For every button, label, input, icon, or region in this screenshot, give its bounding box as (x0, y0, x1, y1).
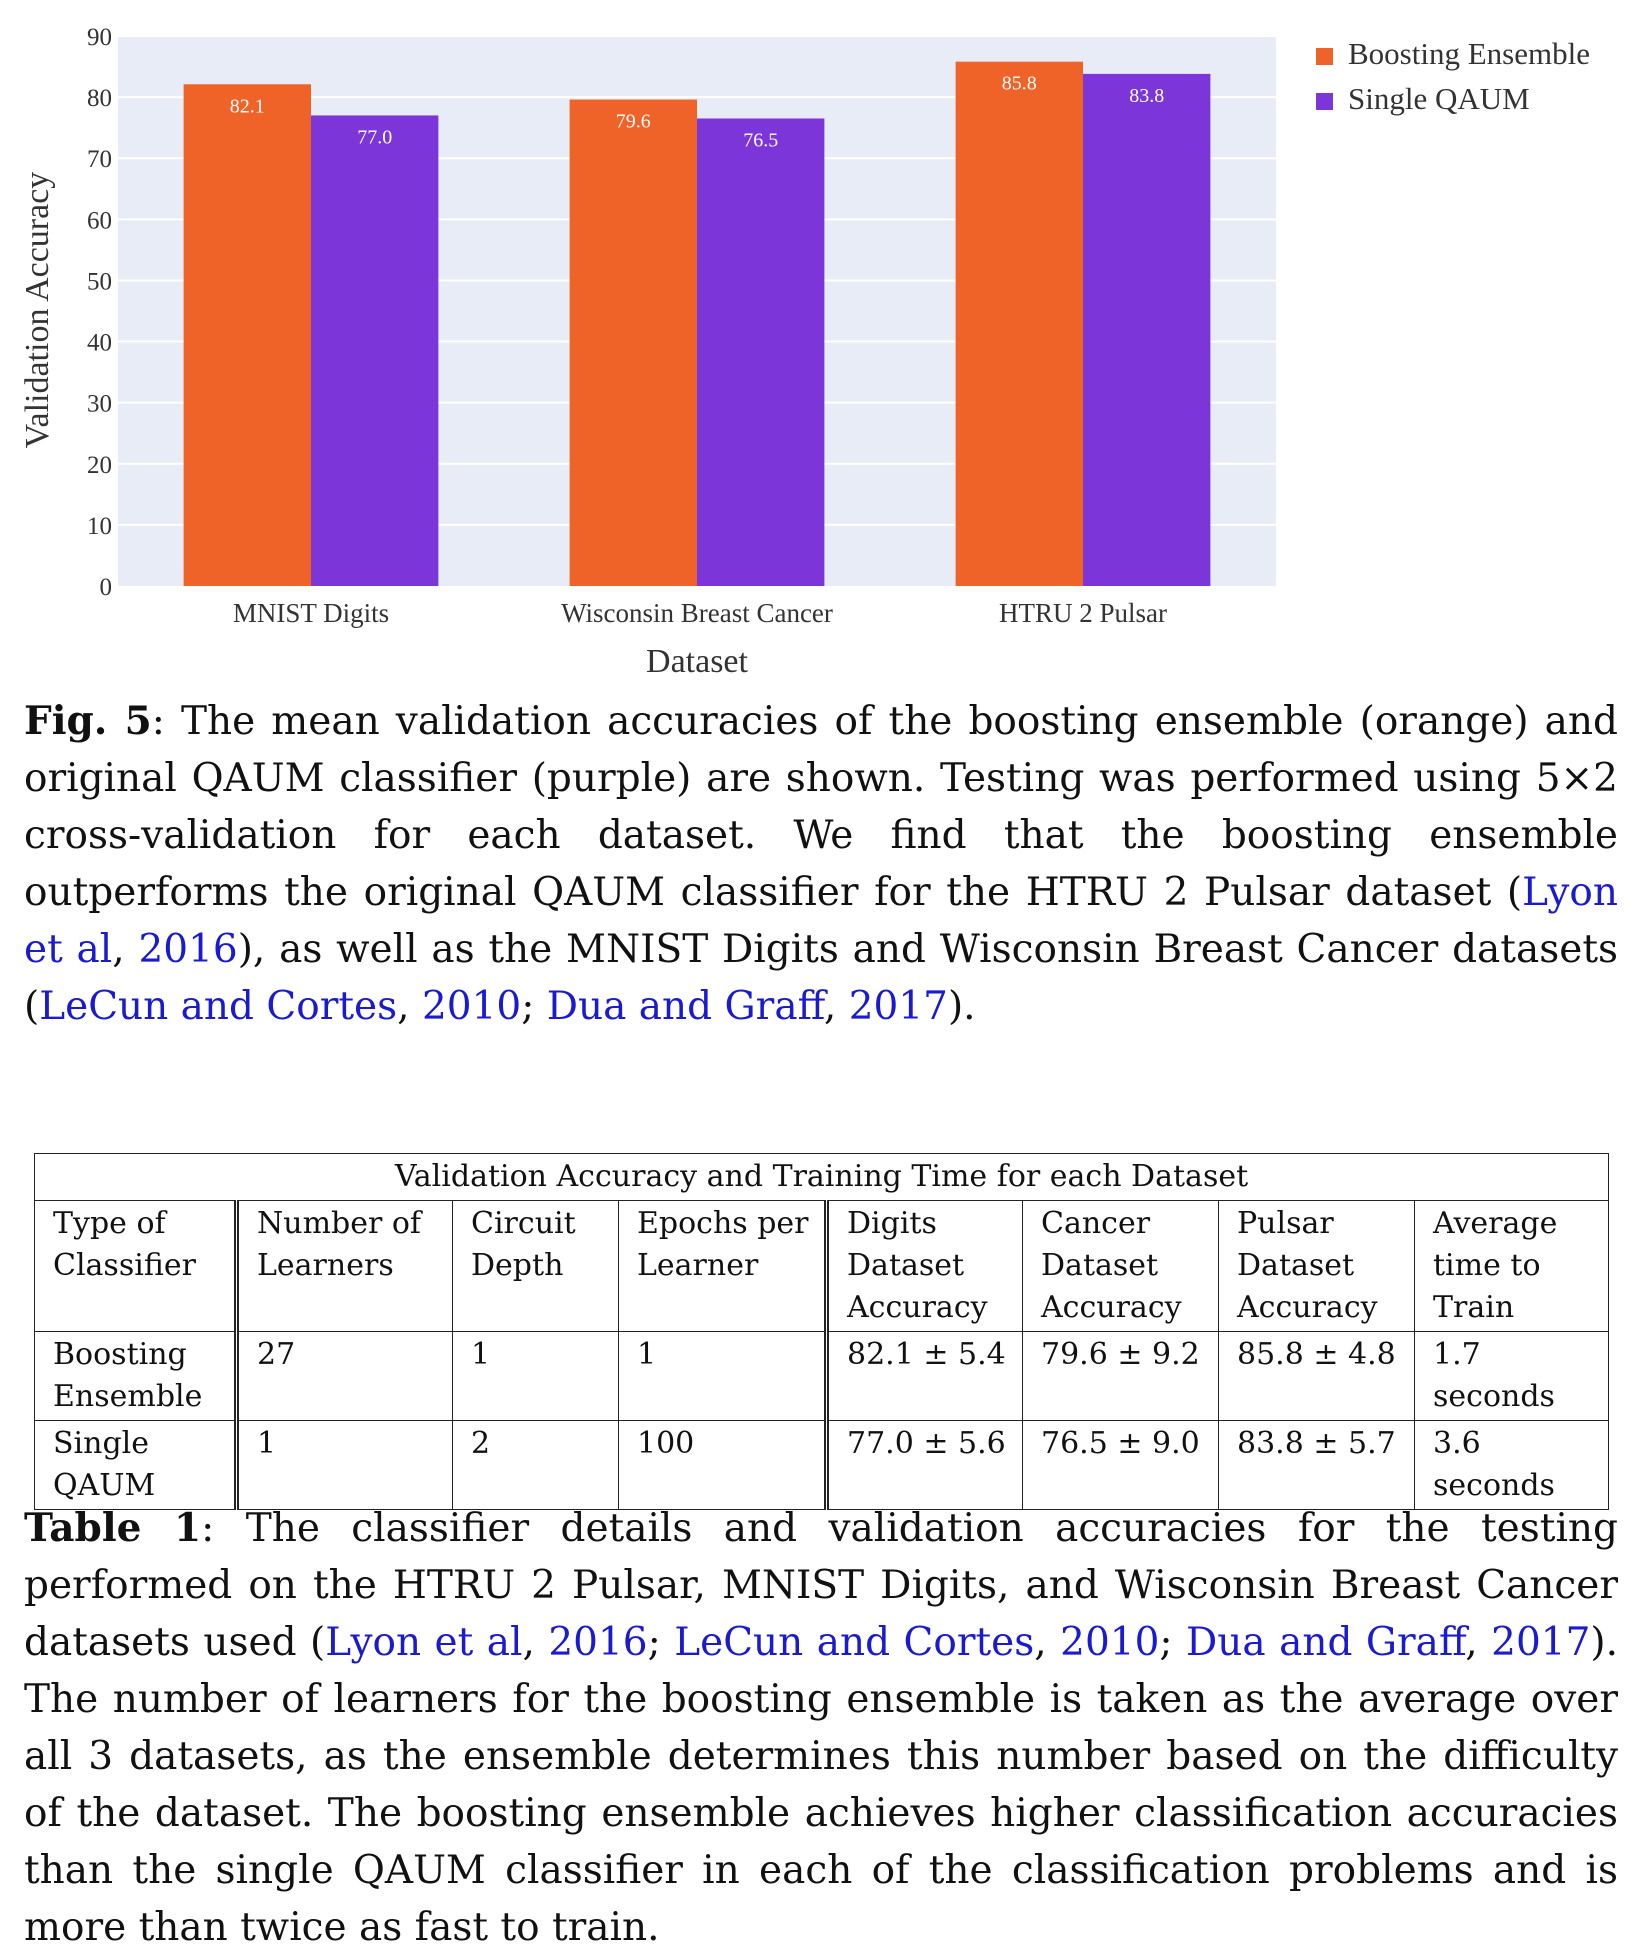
caption-text: , (522, 1620, 549, 1665)
bar (570, 100, 697, 586)
caption-text: ), as well as the MNIST Digits and Wisconsin Breast Cancer datasets ( (24, 927, 1619, 1029)
citation-link[interactable]: LeCun and Cortes (39, 984, 398, 1029)
y-tick-label: 80 (87, 85, 112, 113)
bar (1083, 74, 1210, 586)
citation-year-link[interactable]: 2017 (1491, 1620, 1591, 1665)
caption-text: : The classifier details and validation accuracies for the testing performed on the HTRU 2 Pulsar, MNIST Digits, and Wisconsin Breast Cancer datasets used ( (24, 1506, 1619, 1665)
caption-text: ). The number of learners for the boosting ensemble is taken as the average over all 3 datasets, as the ensemble determines this number based on the difficulty of the dataset. The boosting ensemble achieves higher classification accuracies than the single QAUM classifier in each of the classification problems and is more than twice as fast to train. (24, 1620, 1619, 1950)
bar (697, 119, 824, 587)
y-tick-label: 70 (87, 146, 112, 174)
table-row (35, 1421, 1609, 1510)
legend-swatch (1316, 48, 1333, 65)
table-title-row (35, 1154, 1609, 1201)
table-cell: 27 (237, 1332, 453, 1421)
caption-text: , (112, 927, 139, 972)
x-axis-title: Dataset (646, 643, 748, 680)
bar (956, 62, 1083, 586)
bar (184, 84, 311, 586)
bar-chart (0, 0, 1642, 690)
y-tick-label: 20 (87, 451, 112, 479)
citation-link[interactable]: Lyon et al (24, 870, 1618, 972)
table-cell: Boosting Ensemble (35, 1332, 237, 1421)
legend-label: Boosting Ensemble (1348, 36, 1590, 71)
y-tick-label: 30 (87, 390, 112, 418)
table-row (35, 1332, 1609, 1421)
results-table-container (34, 1153, 1608, 1510)
citation-year-link[interactable]: 2016 (548, 1620, 648, 1665)
table-caption (24, 1500, 1618, 1956)
table-cell: 79.6 ± 9.2 (1023, 1332, 1219, 1421)
legend (1316, 36, 1590, 116)
bar-value-label: 76.5 (743, 129, 779, 152)
table-cell: 3.6 seconds (1415, 1421, 1609, 1510)
table-cell: 1 (453, 1332, 619, 1421)
caption-text: , (1465, 1620, 1492, 1665)
table-cell: 100 (619, 1421, 827, 1510)
column-header: Digits Dataset Accuracy (827, 1201, 1023, 1332)
y-axis-title: Validation Accuracy (19, 171, 56, 449)
x-tick-label: Wisconsin Breast Cancer (561, 598, 833, 628)
table-cell: 85.8 ± 4.8 (1219, 1332, 1415, 1421)
caption-text: : The mean validation accuracies of the boosting ensemble (orange) and original QAUM classifier (purple) are shown. Testing was performed using 5×2 cross-validation for each dataset. We find that the boosting ensemble outperforms the original QAUM classifier for the HTRU 2 Pulsar dataset ( (24, 699, 1618, 915)
bar-value-label: 77.0 (357, 126, 393, 149)
bars (184, 62, 1211, 586)
y-tick-label: 10 (87, 512, 112, 540)
table-cell: Single QAUM (35, 1421, 237, 1510)
x-tick-label: MNIST Digits (232, 598, 390, 628)
y-tick-label: 90 (87, 24, 112, 51)
citation-year-link[interactable]: 2010 (1060, 1620, 1160, 1665)
x-tick-label: HTRU 2 Pulsar (999, 598, 1167, 628)
caption-text: ; (1159, 1620, 1186, 1665)
column-header: Type of Classifier (35, 1201, 237, 1332)
results-table (34, 1153, 1609, 1510)
table-cell: 1 (619, 1332, 827, 1421)
citation-link[interactable]: Dua and Graff (1186, 1620, 1466, 1665)
y-tick-label: 50 (87, 268, 112, 296)
table-header-row (35, 1201, 1609, 1332)
caption-text: , (1034, 1620, 1061, 1665)
column-header: Epochs per Learner (619, 1201, 827, 1332)
column-header: Average time to Train (1415, 1201, 1609, 1332)
table-cell: 1 (237, 1421, 453, 1510)
y-tick-label: 60 (87, 207, 112, 235)
column-header: Cancer Dataset Accuracy (1023, 1201, 1219, 1332)
table-cell: 1.7 seconds (1415, 1332, 1609, 1421)
column-header: Pulsar Dataset Accuracy (1219, 1201, 1415, 1332)
y-tick-label: 0 (99, 574, 112, 601)
column-header: Circuit Depth (453, 1201, 619, 1332)
table-cell: 82.1 ± 5.4 (827, 1332, 1023, 1421)
bar-value-label: 83.8 (1129, 84, 1165, 107)
caption-text: , (823, 984, 849, 1029)
caption-text: ; (521, 984, 547, 1029)
legend-label: Single QAUM (1348, 81, 1530, 116)
citation-link[interactable]: Lyon et al (325, 1620, 523, 1665)
table-cell: 76.5 ± 9.0 (1023, 1421, 1219, 1510)
bar-value-label: 85.8 (1001, 72, 1037, 95)
caption-text: ; (647, 1620, 675, 1665)
bar-value-label: 79.6 (615, 110, 651, 133)
y-tick-label: 40 (87, 329, 112, 357)
table-cell: 77.0 ± 5.6 (827, 1421, 1023, 1510)
table-cell: 83.8 ± 5.7 (1219, 1421, 1415, 1510)
citation-year-link[interactable]: 2016 (138, 927, 238, 972)
figure-caption (24, 693, 1618, 1035)
table-cell: 2 (453, 1421, 619, 1510)
y-tick-labels (87, 24, 112, 601)
column-header: Number of Learners (237, 1201, 453, 1332)
legend-swatch (1316, 93, 1333, 110)
citation-year-link[interactable]: 2010 (421, 984, 522, 1029)
citation-year-link[interactable]: 2017 (848, 984, 948, 1029)
bar-value-label: 82.1 (229, 95, 265, 118)
citation-link[interactable]: Dua and Graff (546, 984, 824, 1029)
caption-text: , (397, 984, 422, 1029)
table-label: Table 1 (24, 1505, 202, 1551)
bar (311, 115, 438, 586)
citation-link[interactable]: LeCun and Cortes (674, 1620, 1035, 1665)
table-title: Validation Accuracy and Training Time for each Dataset (35, 1154, 1609, 1201)
x-tick-labels (233, 598, 1167, 628)
figure-label: Fig. 5 (24, 698, 152, 744)
caption-text: ). (947, 984, 976, 1029)
